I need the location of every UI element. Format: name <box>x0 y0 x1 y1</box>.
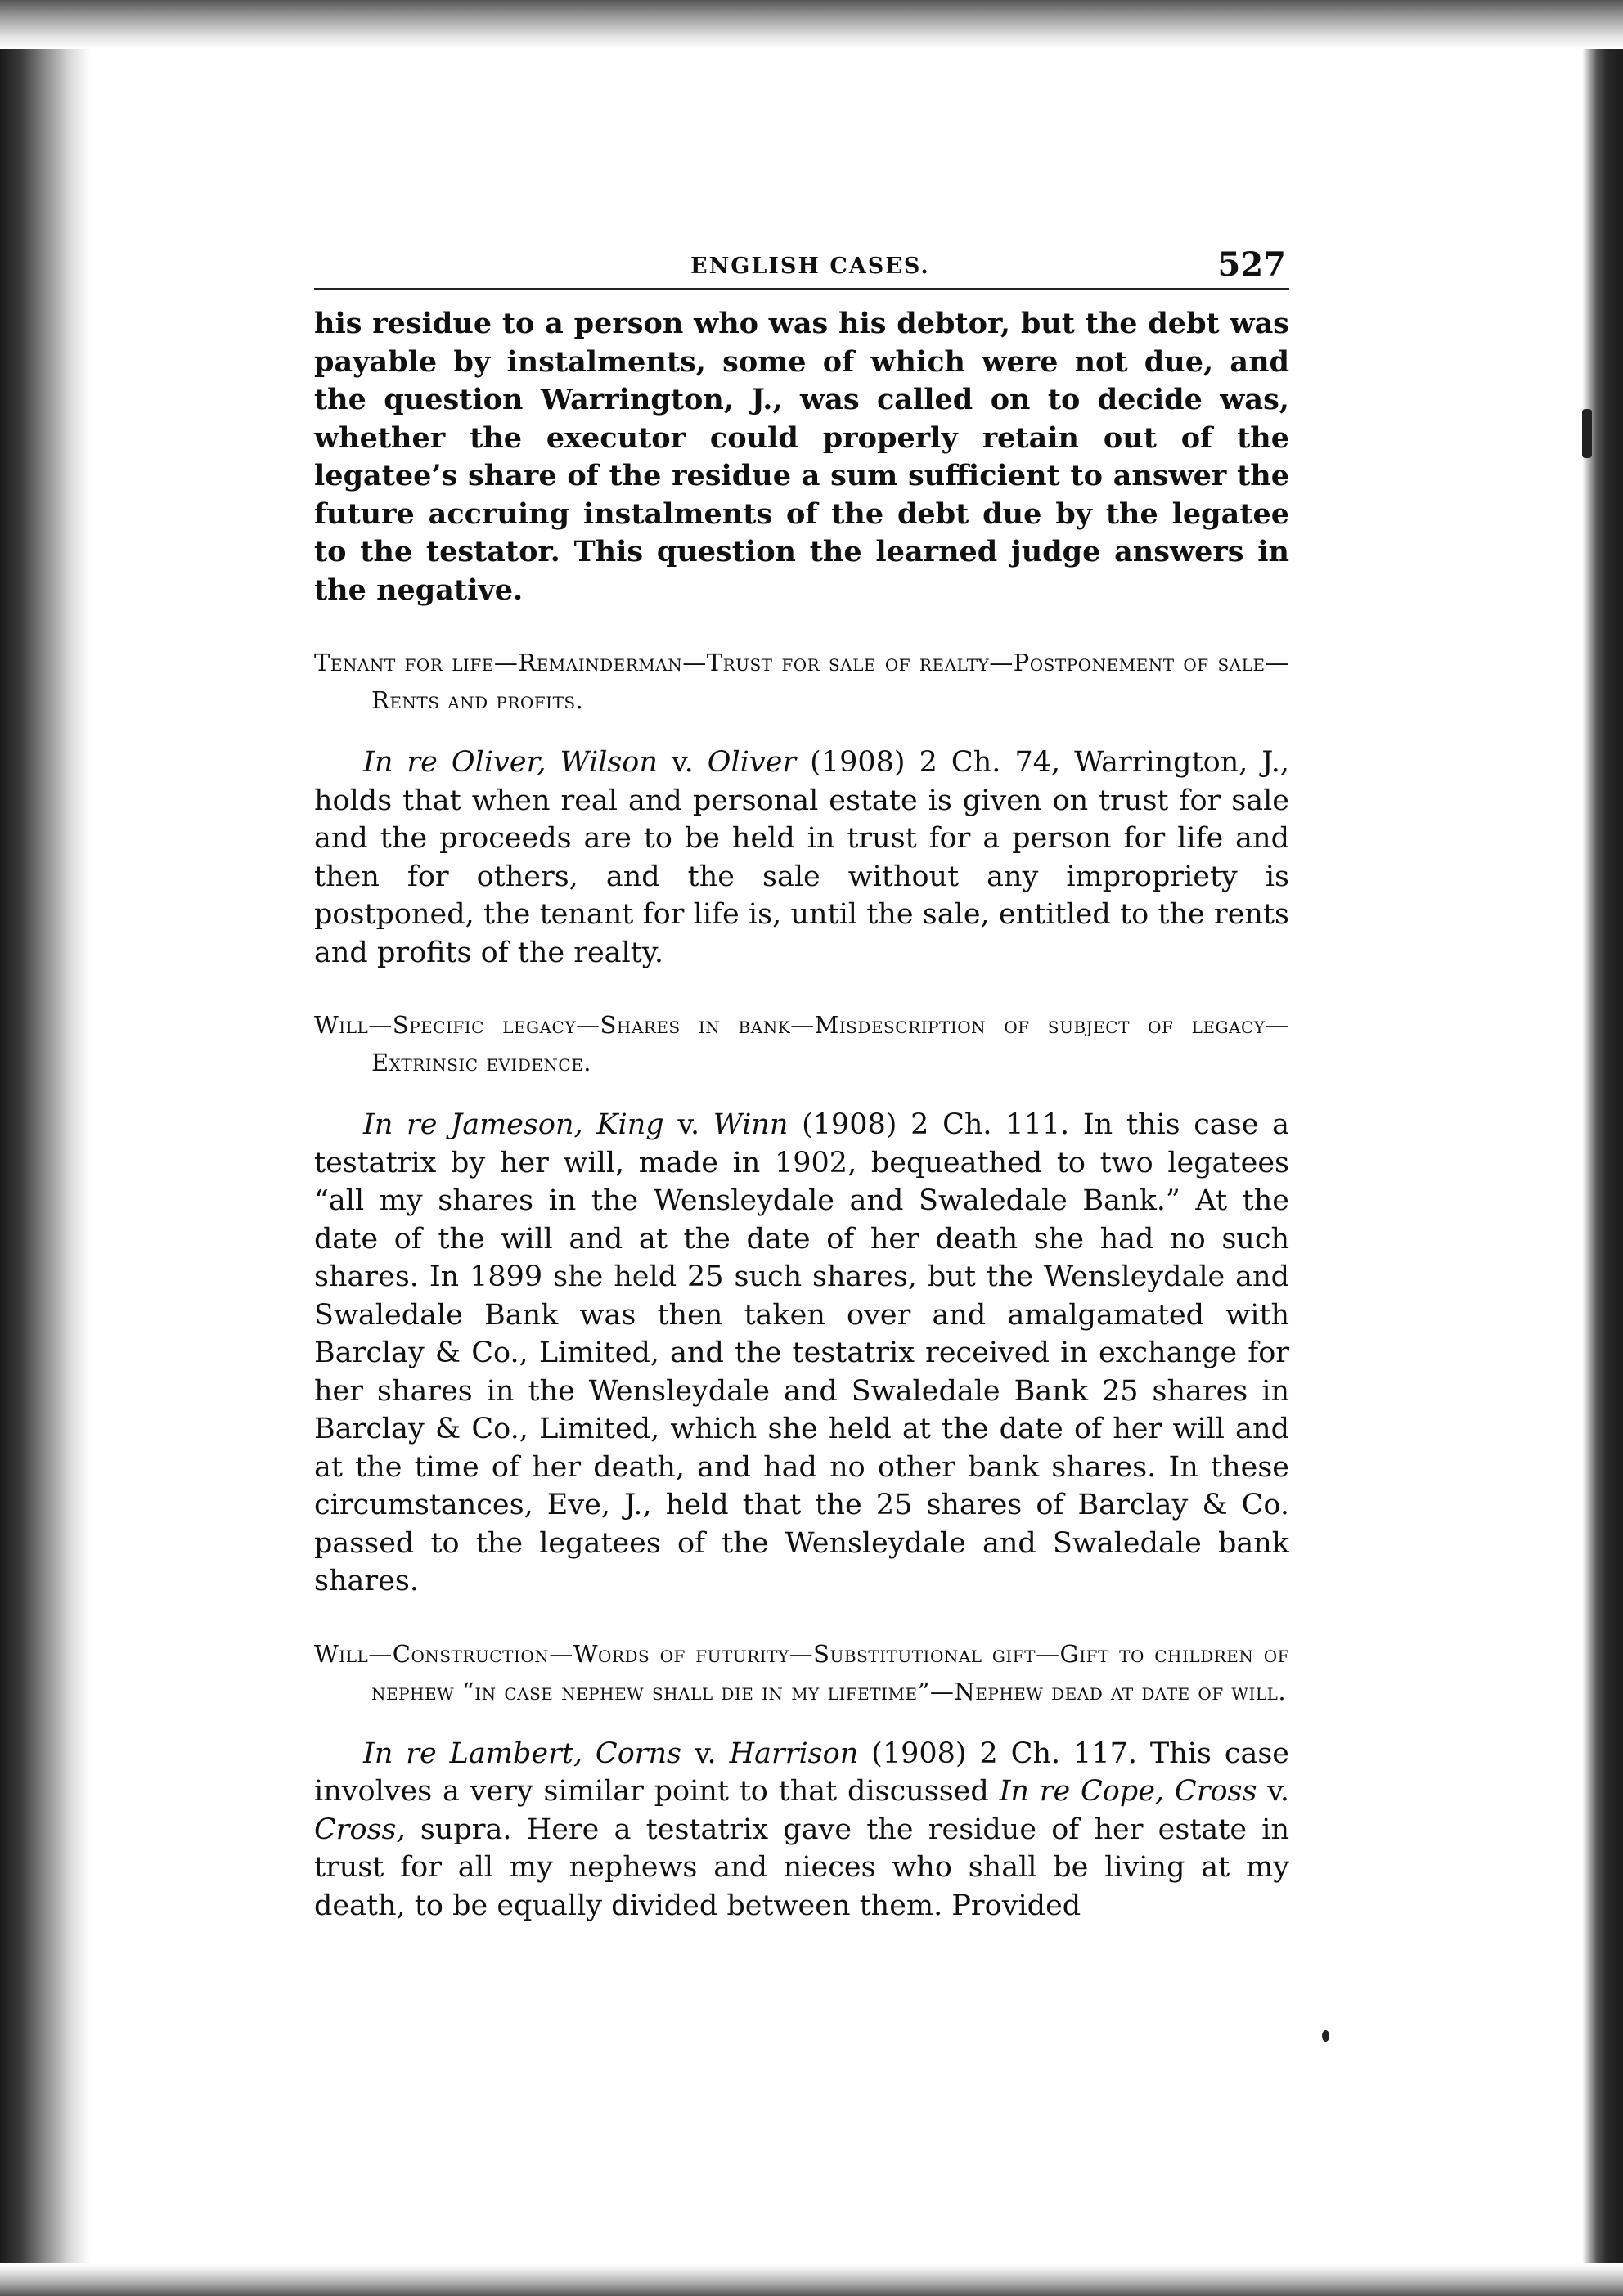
opening-paragraph: his residue to a person who was his debtor, but the debt was payable by instalments, some of which were not due, and the question Warrington, J., was called on to decide was, whether the executor could properly retain out of the legatee’s share of the residue a sum sufficient to answer the future accruing instalments of the debt due by the legatee to the testator. This question the learned judge answers in the negative. <box>314 307 1289 607</box>
scan-shadow-top <box>0 0 1623 49</box>
scan-shadow-right <box>1582 0 1623 2296</box>
section-heading-specific-legacy <box>314 1006 1289 1081</box>
ink-speck <box>1322 2030 1329 2042</box>
case-name: In re Lambert, Corns <box>363 1737 682 1770</box>
case-paragraph-oliver <box>314 744 1289 972</box>
case-paragraph-lambert <box>314 1735 1289 1925</box>
scan-shadow-bottom <box>0 2263 1623 2296</box>
heading-text: Will—Specific legacy—Shares in bank—Misdescription of subject of legacy—Extrinsic evidence. <box>314 1011 1289 1076</box>
cited-case-versus: v. <box>1257 1775 1289 1808</box>
running-title: ENGLISH CASES. <box>690 254 930 279</box>
case-versus: v. <box>657 746 708 779</box>
running-head <box>314 244 1289 290</box>
case-party: Winn <box>713 1108 789 1141</box>
page-number: 527 <box>1217 245 1286 284</box>
scan-shadow-left <box>0 0 90 2296</box>
case-party: Harrison <box>729 1737 859 1770</box>
heading-text: Will—Construction—Words of futurity—Substitutional gift—Gift to children of nephew “in case nephew shall die in my lifetime”—Nephew dead at date of will. <box>314 1639 1289 1705</box>
case-body: (1908) 2 Ch. 74, Warrington, J., holds that when real and personal estate is given on trust for sale and the proceeds are to be held in trust for a person for life and then for others, and the sale without any impropriety is postponed, the tenant for life is, until the sale, entitled to the rents and profits of the realty. <box>314 746 1289 969</box>
ink-speck <box>1582 409 1592 458</box>
cited-case-party: Cross, <box>314 1813 406 1846</box>
cited-case-name: In re Cope, Cross <box>999 1775 1257 1808</box>
case-party: Oliver <box>707 746 797 779</box>
case-name: In re Oliver, Wilson <box>363 746 658 779</box>
case-body-continued: supra. Here a testatrix gave the residue of her estate in trust for all my nephews and nieces who shall be living at my death, to be equally divided between them. Provided <box>314 1813 1289 1922</box>
heading-text: Tenant for life—Remainderman—Trust for sale of realty—Postponement of sale—Rents and profits. <box>314 649 1289 714</box>
case-versus: v. <box>681 1737 730 1770</box>
section-heading-tenant-for-life <box>314 644 1289 719</box>
case-paragraph-jameson <box>314 1106 1289 1601</box>
case-body: (1908) 2 Ch. 117. This case involves a very similar point to that discussed <box>314 1737 1290 1808</box>
case-body: (1908) 2 Ch. 111. In this case a testatrix by her will, made in 1902, bequeathed to two legatees “all my shares in the Wensleydale and Swaledale Bank.” At the date of the will and at the date of her death she had no such shares. In 1899 she held 25 such shares, but the Wensleydale and Swaledale Bank was then taken over and amalgamated with Barclay & Co., Limited, and the testatrix received in exchange for her shares in the Wensleydale and Swaledale Bank 25 shares in Barclay & Co., Limited, which she held at the date of her will and at the time of her death, and had no other bank shares. In these circumstances, Eve, J., held that the 25 shares of Barclay & Co. passed to the legatees of the Wensleydale and Swaledale bank shares. <box>314 1108 1289 1597</box>
case-name: In re Jameson, King <box>363 1108 664 1141</box>
case-versus: v. <box>663 1108 713 1141</box>
section-heading-words-of-futurity <box>314 1635 1289 1710</box>
book-page <box>314 244 1289 1925</box>
